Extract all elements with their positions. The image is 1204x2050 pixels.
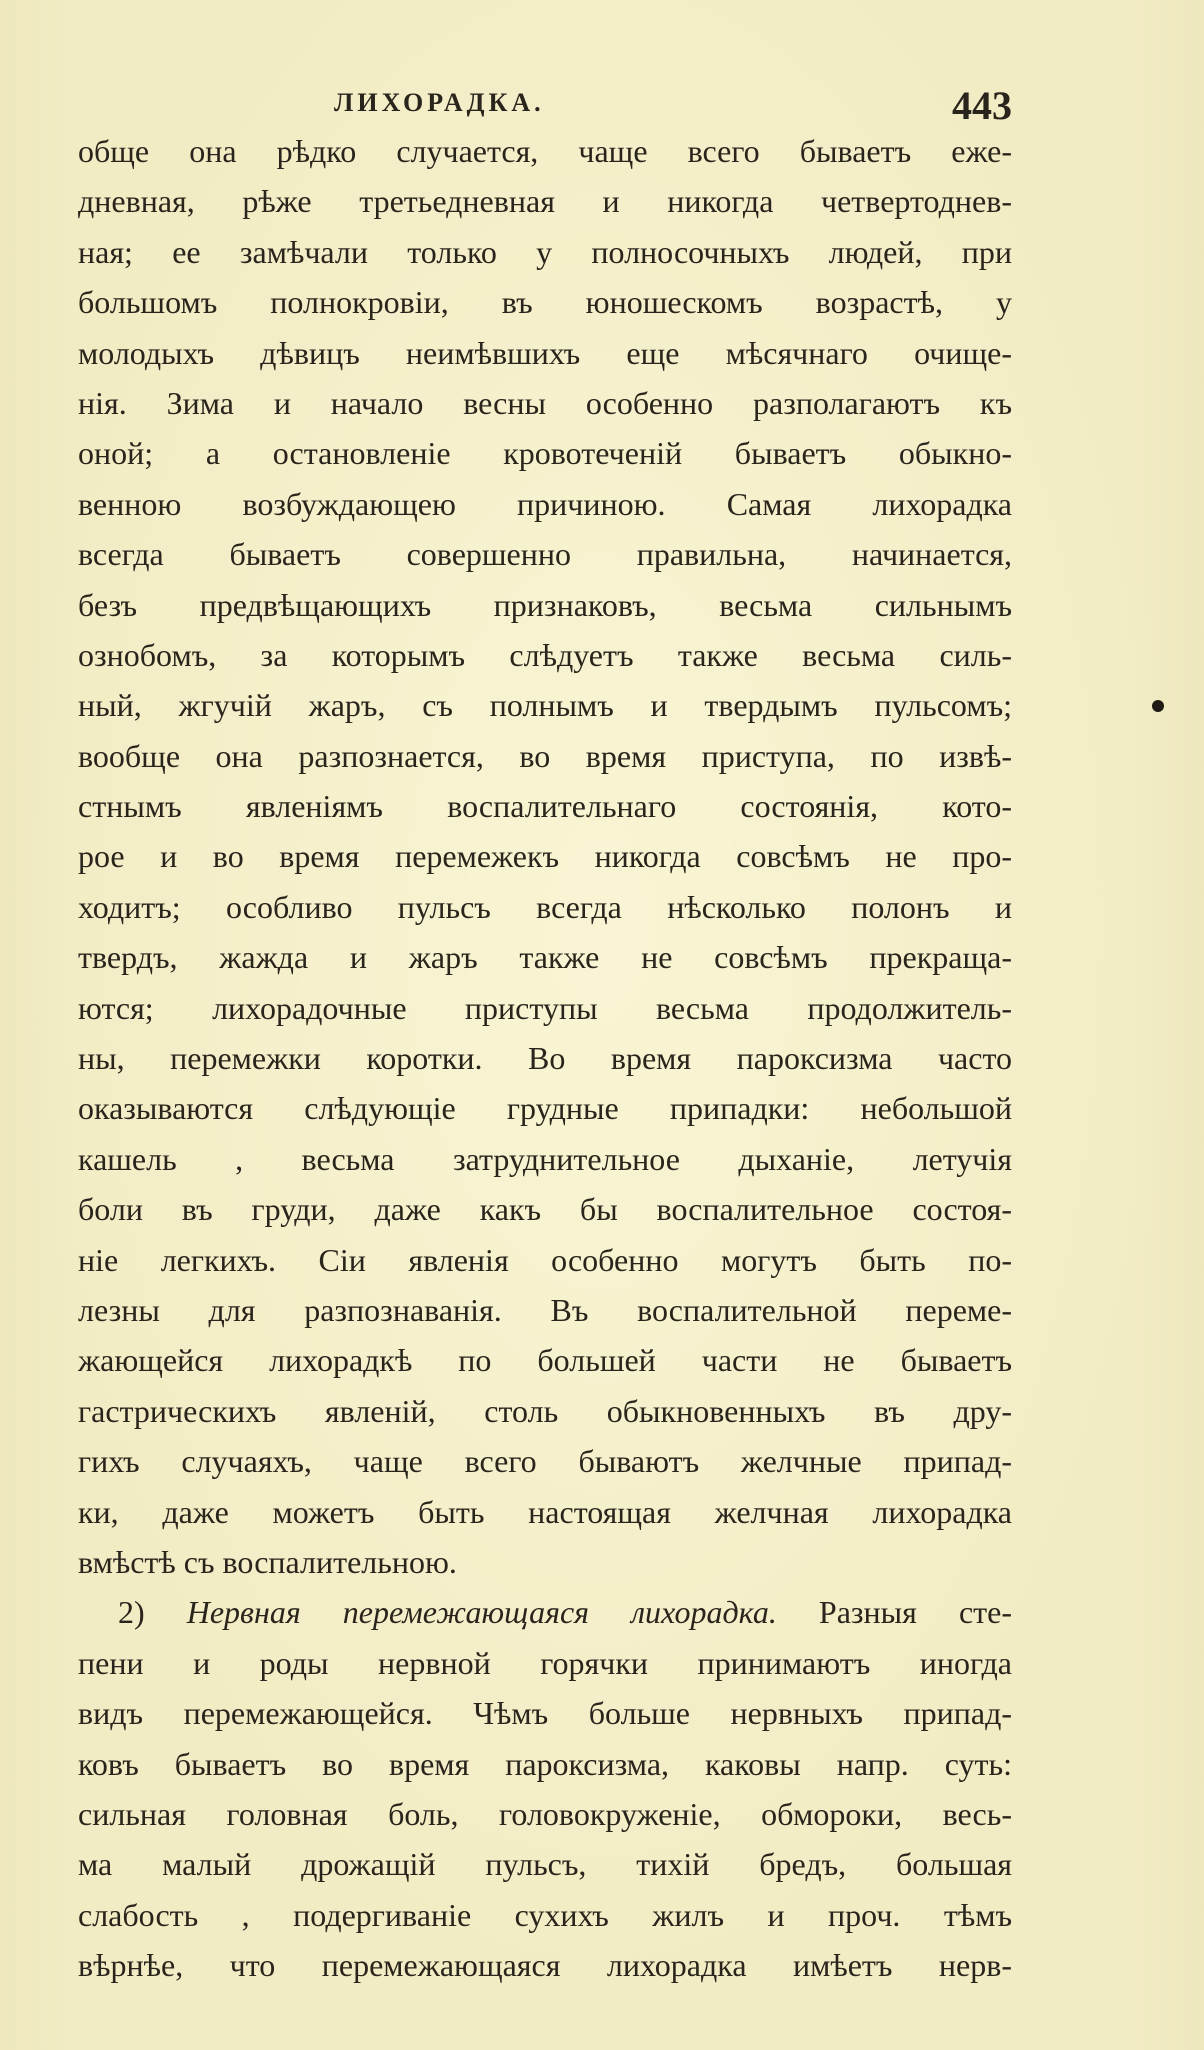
text-line: ковъ бываетъ во время пароксизма, каковы напр. суть: (78, 1745, 1012, 1782)
text-line: оказываются слѣдующіе грудные припадки: небольшой (78, 1090, 1012, 1127)
text-line: оной; а остановленіе кровотеченій бываетъ обыкно- (78, 435, 1012, 472)
text-line: пени и роды нервной горячки принимаютъ иногда (78, 1644, 1012, 1681)
text-line: ознобомъ, за которымъ слѣдуетъ также весьма силь- (78, 636, 1012, 673)
text-line: венною возбуждающею причиною. Самая лихорадка (78, 485, 1012, 522)
text-line: ный, жгучій жаръ, съ полнымъ и твердымъ пульсомъ; (78, 687, 1012, 724)
running-title: ЛИХОРАДКА. (334, 88, 545, 117)
text-line: ны, перемежки коротки. Во время пароксизма часто (78, 1040, 1012, 1077)
text-line: ма малый дрожащій пульсъ, тихій бредъ, большая (78, 1846, 1012, 1883)
text-line: ются; лихорадочные приступы весьма продолжитель- (78, 989, 1012, 1026)
text-line: гихъ случаяхъ, чаще всего бываютъ желчные припад- (78, 1443, 1012, 1480)
text-line: безъ предвѣщающихъ признаковъ, весьма сильнымъ (78, 586, 1012, 623)
text-line: лезны для разпознаванія. Въ воспалительной переме- (78, 1291, 1012, 1328)
text-line: нія. Зима и начало весны особенно разполагаютъ къ (78, 384, 1012, 421)
text-line: сильная головная боль, головокруженіе, обмороки, весь- (78, 1795, 1012, 1832)
page-number: 443 (952, 83, 1012, 128)
text-line: гастрическихъ явленій, столь обыкновенныхъ въ дру- (78, 1392, 1012, 1429)
paragraph-end-line: вмѣстѣ съ воспалительною. (78, 1543, 457, 1580)
text-line: ки, даже можетъ быть настоящая желчная лихорадка (78, 1493, 1012, 1530)
text-line: жающейся лихорадкѣ по большей части не бываетъ (78, 1342, 1012, 1379)
text-line: ходитъ; особливо пульсъ всегда нѣсколько полонъ и (78, 888, 1012, 925)
section-heading-line (78, 1587, 1012, 1637)
text-line: всегда бываетъ совершенно правильна, начинается, (78, 536, 1012, 573)
text-line: обще она рѣдко случается, чаще всего бываетъ еже- (78, 133, 1012, 169)
section-first-line-text: Разныя сте- (818, 1594, 1012, 1631)
body-text (78, 126, 1012, 1990)
text-line: боли въ груди, даже какъ бы воспалительное состоя- (78, 1191, 1012, 1228)
text-line: вообще она разпознается, во время приступа, по извѣ- (78, 737, 1012, 774)
text-line: стнымъ явленіямъ воспалительнаго состоянія, кото- (78, 788, 1012, 825)
text-line: молодыхъ дѣвицъ неимѣвшихъ еще мѣсячнаго очище- (78, 334, 1012, 371)
text-line: кашель , весьма затруднительное дыханіе, летучія (78, 1140, 1012, 1177)
text-line: большомъ полнокровіи, въ юношескомъ возрастѣ, у (78, 284, 1012, 321)
text-line: видъ перемежающейся. Чѣмъ больше нервныхъ припад- (78, 1695, 1012, 1732)
section-number: 2) (118, 1594, 145, 1631)
text-line: твердъ, жажда и жаръ также не совсѣмъ прекраща- (78, 939, 1012, 976)
text-line: ная; ее замѣчали только у полносочныхъ людей, при (78, 233, 1012, 270)
text-line: дневная, рѣже третьедневная и никогда четвертоднев- (78, 183, 1012, 220)
text-line: рое и во время перемежекъ никогда совсѣмъ не про- (78, 838, 1012, 875)
page-header (150, 82, 1012, 132)
text-line: ніе легкихъ. Сіи явленія особенно могутъ быть по- (78, 1241, 1012, 1278)
ink-spot (1152, 700, 1164, 712)
section-title: Нервная перемежающаяся лихорадка. (186, 1594, 777, 1631)
text-line: вѣрнѣе, что перемежающаяся лихорадка имѣетъ нерв- (78, 1947, 1012, 1984)
text-line: слабость , подергиваніе сухихъ жилъ и проч. тѣмъ (78, 1896, 1012, 1933)
